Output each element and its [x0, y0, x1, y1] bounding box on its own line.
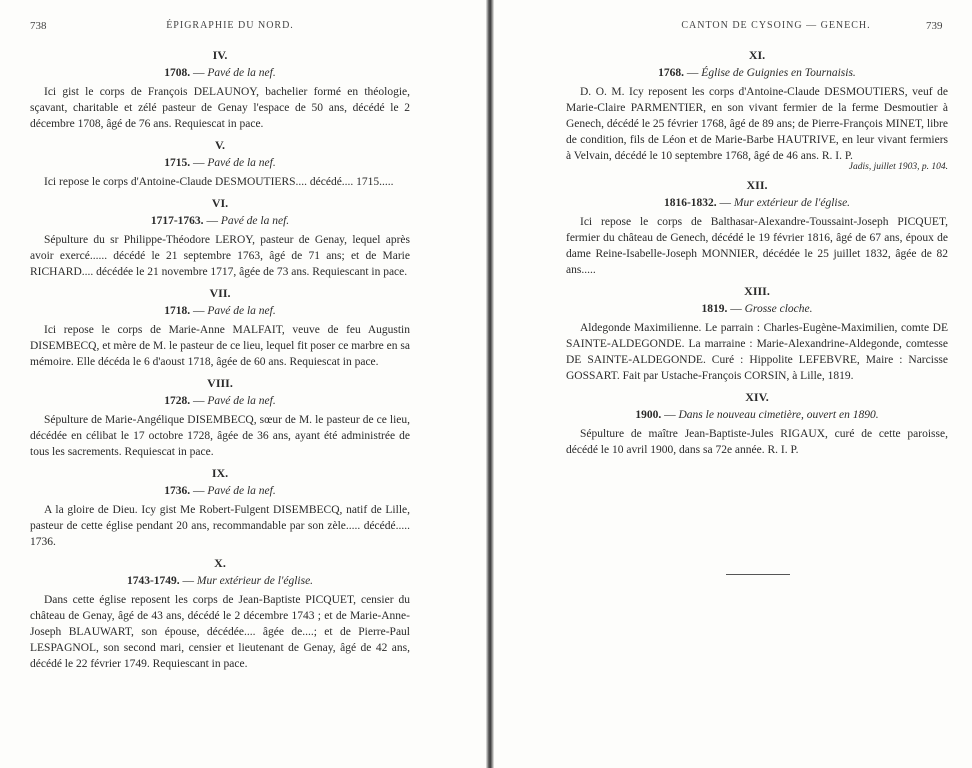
entry-year: 1715.: [164, 157, 191, 169]
entry-dash: —: [190, 485, 208, 497]
entry-location: Mur extérieur de l'église.: [733, 197, 851, 209]
entry-text: D. O. M. Icy reposent les corps d'Antoine-Claude DESMOUTIERS, veuf de Marie-Claire PARMENTIER, en son vivant fermier de la ferme Desmoutier à Genech, décédé le 25 février 1768, âgé de 89 ans; de Pierre-François MINET, libre de condition, fils de Léon et de Marie-Barbe HAUTRIVE, en leur vivant fermiers à Velvain, décédé le 10 septembre 1768, âgé de 46 ans. R. I. P.: [566, 86, 948, 162]
left-column: [30, 46, 410, 678]
entry-dash: —: [727, 303, 745, 315]
entry-text: Dans cette église reposent les corps de Jean-Baptiste PICQUET, censier du château de Genay, âgé de 43 ans, décédé le 2 décembre 1743 ; et de Marie-Anne-Joseph BLAUWART, son épouse, décédée.... âgée de....; et de Pierre-Paul LESPAGNOL, son second mari, censier et lieutenant de Genay, âgé de 42 ans, décédé le 22 février 1749. Requiescant in pace.: [30, 594, 410, 670]
entry-text: Sépulture de maître Jean-Baptiste-Jules RIGAUX, curé de cette paroisse, décédé le 10 avril 1900, dans sa 72e année. R. I. P.: [566, 428, 948, 456]
entry-number: XIII.: [744, 284, 770, 298]
entry-year: 1736.: [164, 485, 191, 497]
right-page-number: 739: [926, 20, 943, 32]
entry-year: 1816-1832.: [663, 197, 717, 209]
inscription-entry: [30, 556, 410, 672]
entry-heading: [30, 484, 410, 498]
entry-heading: [30, 304, 410, 318]
entry-number: VII.: [209, 286, 231, 300]
entry-heading: [30, 214, 410, 228]
entry-year: 1708.: [164, 67, 191, 79]
entry-text: Sépulture de Marie-Angélique DISEMBECQ, sœur de M. le pasteur de ce lieu, décédée en célibat le 17 octobre 1728, âgée de 36 ans, ayant été administrée de tous les sacrements. Requiescat in pace.: [30, 414, 410, 458]
book-gutter: [486, 0, 494, 768]
entry-number: VI.: [211, 196, 229, 210]
entry-location: Pavé de la nef.: [207, 67, 276, 79]
inscription-entry: [566, 284, 948, 384]
entry-number: VIII.: [207, 376, 233, 390]
entry-text: Ici gist le corps de François DELAUNOY, bachelier formé en théologie, sçavant, charitable et zélé pasteur de Genay l'espace de 50 ans, décédé le 2 décembre 1708, âgé de 76 ans. Requiescat in pace.: [30, 86, 410, 130]
entry-year: 1768.: [658, 67, 685, 79]
inscription-entry: [566, 390, 948, 458]
entry-dash: —: [190, 157, 208, 169]
entry-location: Pavé de la nef.: [207, 395, 276, 407]
entry-source: Jadis, juillet 1903, p. 104.: [848, 162, 948, 172]
inscription-entry: [566, 178, 948, 278]
entry-dash: —: [203, 215, 221, 227]
entry-number: IV.: [212, 48, 228, 62]
entry-heading: [566, 302, 948, 316]
entry-text: Aldegonde Maximilienne. Le parrain : Charles-Eugène-Maximilien, comte DE SAINTE-ALDEGONDE. La marraine : Marie-Alexandrine-Aldegonde, comtesse DE SAINTE-ALDEGONDE. Curé : Hippolite LEFEBVRE, Maire : Narcisse GOSSART. Fait par Ustache-François CORSIN, à Lille, 1819.: [566, 322, 948, 382]
entry-location: Mur extérieur de l'église.: [196, 575, 314, 587]
entry-location: Grosse cloche.: [744, 303, 813, 315]
entry-location: Pavé de la nef.: [220, 215, 290, 227]
inscription-entry: [30, 196, 410, 280]
entry-number: XI.: [748, 48, 766, 62]
entry-number: X.: [214, 556, 226, 570]
entry-number: XIV.: [745, 390, 769, 404]
entry-location: Pavé de la nef.: [207, 485, 276, 497]
entry-year: 1743-1749.: [126, 575, 180, 587]
entry-year: 1717-1763.: [150, 215, 204, 227]
entry-text: Sépulture du sr Philippe-Théodore LEROY, pasteur de Genay, lequel après avoir exercé...... décédé le 21 septembre 1763, âgé de 71 ans; et de Marie RICHARD.... décédée le 21 novembre 1717, âgée de 73 ans. Requiescant in pace.: [30, 234, 410, 278]
entry-location: Église de Guignies en Tournaisis.: [701, 67, 856, 79]
entry-year: 1819.: [701, 303, 728, 315]
entry-heading: [30, 394, 410, 408]
end-rule: [726, 574, 790, 575]
entry-heading: [30, 66, 410, 80]
entry-dash: —: [190, 67, 208, 79]
inscription-entry: [30, 466, 410, 550]
inscription-entry: [30, 286, 410, 370]
entry-dash: —: [661, 409, 679, 421]
entry-location: Pavé de la nef.: [207, 305, 276, 317]
entry-location: Pavé de la nef.: [207, 157, 276, 169]
right-running-head: CANTON DE CYSOING — GENECH.: [681, 20, 871, 31]
left-running-head: ÉPIGRAPHIE DU NORD.: [166, 20, 294, 31]
entry-dash: —: [716, 197, 734, 209]
entry-number: XII.: [746, 178, 768, 192]
entry-dash: —: [190, 395, 208, 407]
entry-number: V.: [214, 138, 226, 152]
inscription-entry: [30, 138, 410, 190]
entry-text: Ici repose le corps d'Antoine-Claude DESMOUTIERS.... décédé.... 1715.....: [44, 176, 394, 188]
right-column: [566, 46, 948, 464]
entry-dash: —: [684, 67, 702, 79]
entry-number: IX.: [211, 466, 229, 480]
entry-dash: —: [190, 305, 208, 317]
inscription-entry: [30, 48, 410, 132]
entry-heading: [566, 66, 948, 80]
entry-heading: [566, 196, 948, 210]
right-page: [494, 0, 972, 768]
entry-text: A la gloire de Dieu. Icy gist Me Robert-Fulgent DISEMBECQ, natif de Lille, pasteur de cette église pendant 20 ans, recommandable par son zèle..... décédé..... 1736.: [30, 504, 410, 548]
inscription-entry: [30, 376, 410, 460]
entry-heading: [30, 156, 410, 170]
entry-text: Ici repose le corps de Balthasar-Alexandre-Toussaint-Joseph PICQUET, fermier du château de Genech, décédé le 19 février 1816, âgé de 67 ans, époux de dame Reine-Isabelle-Joseph MONNIER, décédée le 25 juillet 1832, âgée de 82 ans.....: [566, 216, 948, 276]
inscription-entry: [566, 48, 948, 172]
entry-year: 1718.: [164, 305, 191, 317]
entry-text: Ici repose le corps de Marie-Anne MALFAIT, veuve de feu Augustin DISEMBECQ, et mère de M. le pasteur de ce lieu, lequel fit poser ce marbre en sa mémoire. Elle décéda le 6 d'aoust 1718, âgée de 60 ans. Requiescat in pace.: [30, 324, 410, 368]
entry-year: 1900.: [635, 409, 662, 421]
entry-heading: [566, 408, 948, 422]
left-page-number: 738: [30, 20, 47, 32]
entry-dash: —: [179, 575, 197, 587]
entry-heading: [30, 574, 410, 588]
entry-location: Dans le nouveau cimetière, ouvert en 1890.: [678, 409, 879, 421]
entry-year: 1728.: [164, 395, 191, 407]
